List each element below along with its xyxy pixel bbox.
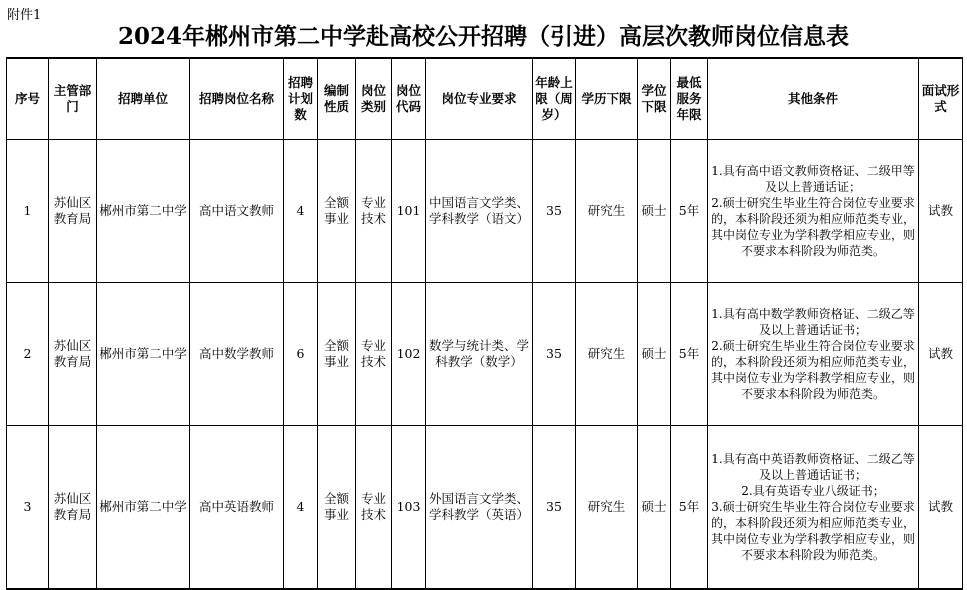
- cell-unit: 郴州市第二中学: [97, 139, 190, 282]
- cell-seq: 1: [7, 139, 49, 282]
- cell-unit: 郴州市第二中学: [97, 282, 190, 425]
- cell-degree: 硕士: [638, 425, 671, 589]
- cell-position: 高中英语教师: [190, 425, 284, 589]
- cell-category: 专业技术: [356, 139, 392, 282]
- header-category: 岗位类别: [356, 58, 392, 139]
- header-service: 最低服务年限: [671, 58, 708, 139]
- condition-item: 2.硕士研究生毕业生符合岗位专业要求的，本科阶段还须为相应师范类专业，其中岗位专业为学科教学相应专业，则不要求本科阶段为师范类。: [710, 195, 915, 258]
- cell-dept: 苏仙区教育局: [49, 282, 97, 425]
- cell-nature: 全额事业: [318, 425, 356, 589]
- cell-seq: 3: [7, 425, 49, 589]
- cell-unit: 郴州市第二中学: [97, 425, 190, 589]
- attachment-label: 附件1: [7, 8, 42, 23]
- header-degree: 学位下限: [638, 58, 671, 139]
- job-info-table: [6, 57, 963, 590]
- header-age: 年龄上限（周岁）: [533, 58, 576, 139]
- header-nature: 编制性质: [318, 58, 356, 139]
- header-edu: 学历下限: [576, 58, 638, 139]
- table-row: [7, 282, 963, 425]
- cell-age: 35: [533, 282, 576, 425]
- cell-dept: 苏仙区教育局: [49, 425, 97, 589]
- cell-plan: 6: [284, 282, 318, 425]
- cell-code: 101: [392, 139, 426, 282]
- table-row: [7, 139, 963, 282]
- cell-edu: 研究生: [576, 282, 638, 425]
- header-major: 岗位专业要求: [426, 58, 533, 139]
- cell-nature: 全额事业: [318, 282, 356, 425]
- condition-item: 3.硕士研究生毕业生符合岗位专业要求的，本科阶段还须为相应师范类专业，其中岗位专业为学科教学相应专业，则不要求本科阶段为师范类。: [710, 499, 915, 562]
- cell-nature: 全额事业: [318, 139, 356, 282]
- cell-interview: 试教: [919, 425, 963, 589]
- cell-age: 35: [533, 139, 576, 282]
- cell-other: [708, 282, 919, 425]
- condition-item: 2.具有英语专业八级证书；: [741, 483, 885, 498]
- header-row: [7, 58, 963, 139]
- cell-edu: 研究生: [576, 425, 638, 589]
- cell-service: 5年: [671, 139, 708, 282]
- cell-other: [708, 425, 919, 589]
- cell-interview: 试教: [919, 282, 963, 425]
- cell-position: 高中语文教师: [190, 139, 284, 282]
- cell-interview: 试教: [919, 139, 963, 282]
- cell-major: 中国语言文学类、学科教学（语文）: [426, 139, 533, 282]
- cell-service: 5年: [671, 425, 708, 589]
- cell-other: [708, 139, 919, 282]
- header-other: 其他条件: [708, 58, 919, 139]
- header-code: 岗位代码: [392, 58, 426, 139]
- header-dept: 主管部门: [49, 58, 97, 139]
- page-title: 2024年郴州市第二中学赴高校公开招聘（引进）高层次教师岗位信息表: [117, 23, 849, 50]
- header-seq: 序号: [7, 58, 49, 139]
- cell-degree: 硕士: [638, 139, 671, 282]
- cell-seq: 2: [7, 282, 49, 425]
- header-interview: 面试形式: [919, 58, 963, 139]
- cell-plan: 4: [284, 425, 318, 589]
- cell-plan: 4: [284, 139, 318, 282]
- cell-category: 专业技术: [356, 282, 392, 425]
- header-position: 招聘岗位名称: [190, 58, 284, 139]
- cell-major: 数学与统计类、学科教学（数学）: [426, 282, 533, 425]
- cell-position: 高中数学教师: [190, 282, 284, 425]
- table-row: [7, 425, 963, 589]
- condition-item: 1.具有高中数学教师资格证、二级乙等及以上普通话证书；: [711, 306, 915, 337]
- condition-item: 1.具有高中语文教师资格证、二级甲等及以上普通话证；: [711, 163, 915, 194]
- header-plan: 招聘计划数: [284, 58, 318, 139]
- cell-category: 专业技术: [356, 425, 392, 589]
- cell-service: 5年: [671, 282, 708, 425]
- cell-edu: 研究生: [576, 139, 638, 282]
- condition-item: 1.具有高中英语教师资格证、二级乙等及以上普通话证书；: [711, 451, 915, 482]
- cell-code: 102: [392, 282, 426, 425]
- cell-major: 外国语言文学类、学科教学（英语）: [426, 425, 533, 589]
- header-unit: 招聘单位: [97, 58, 190, 139]
- cell-degree: 硕士: [638, 282, 671, 425]
- cell-code: 103: [392, 425, 426, 589]
- cell-age: 35: [533, 425, 576, 589]
- condition-item: 2.硕士研究生毕业生符合岗位专业要求的，本科阶段还须为相应师范类专业，其中岗位专业为学科教学相应专业，则不要求本科阶段为师范类。: [710, 338, 915, 401]
- cell-dept: 苏仙区教育局: [49, 139, 97, 282]
